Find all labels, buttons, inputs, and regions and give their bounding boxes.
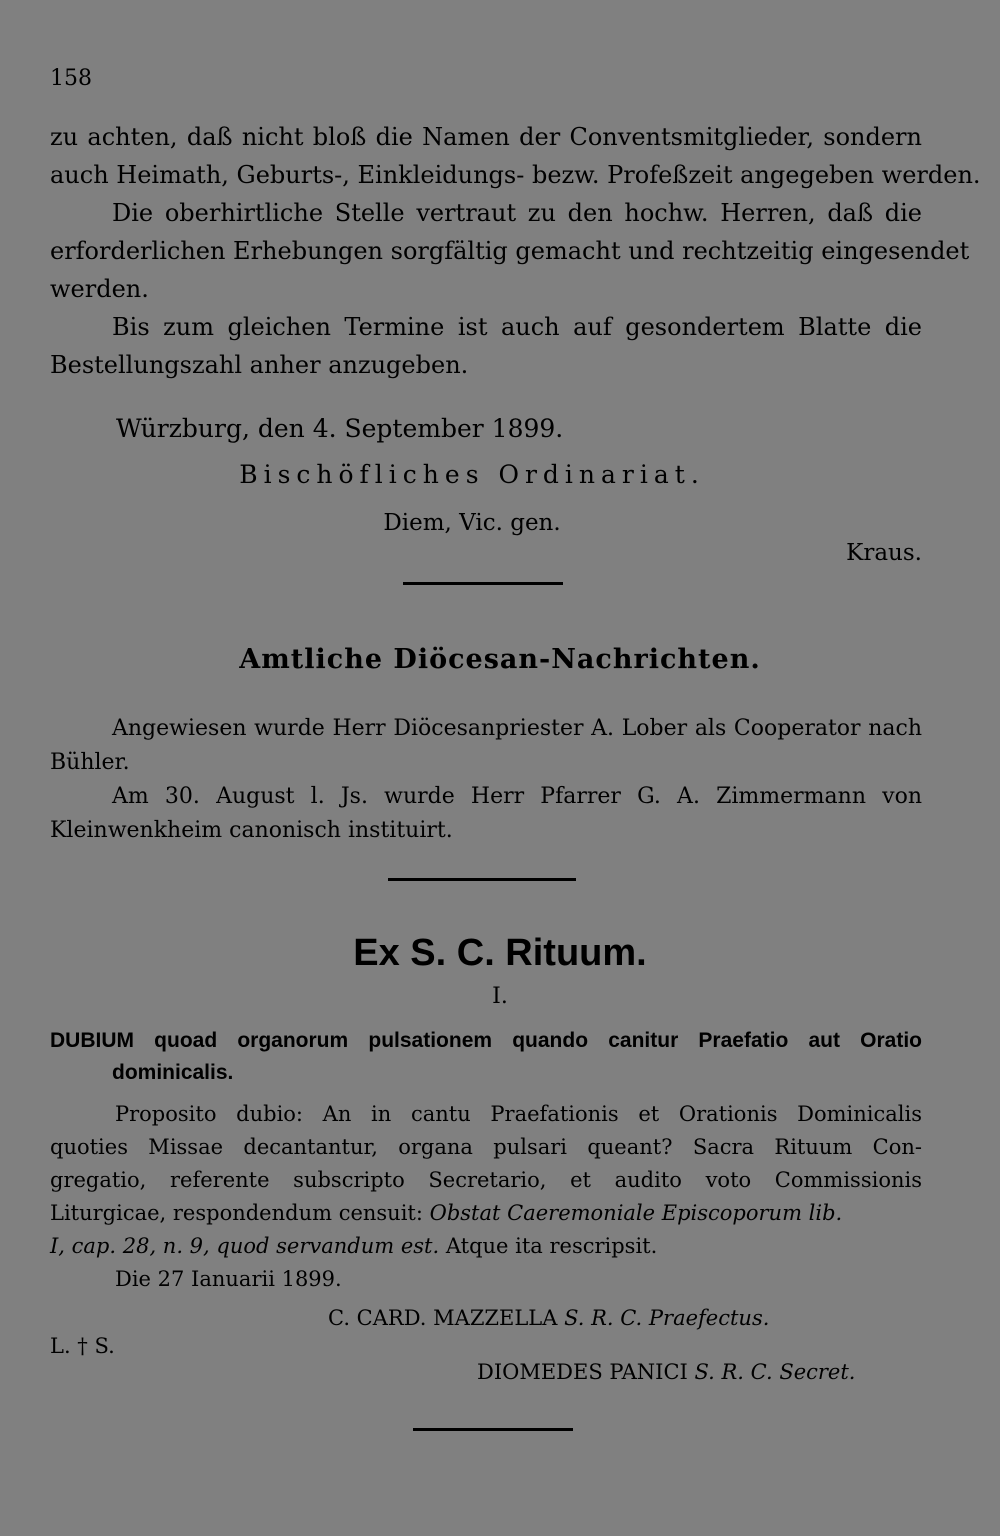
news-line: Am 30. August l. Js. wurde Herr Pfarrer G. A. Zimmermann von [112, 784, 922, 809]
latin-line: quoties Missae decantantur, organa pulsari queant? Sacra Rituum Con- [50, 1135, 922, 1159]
news-line: Bühler. [50, 750, 130, 775]
seal-mark: L. † S. [50, 1334, 115, 1358]
page-number: 158 [50, 66, 92, 91]
latin-line-text: Liturgicae, respondendum censuit: [50, 1201, 423, 1225]
text-line: Bestellungszahl anher anzugeben. [50, 351, 469, 379]
latin-date: Die 27 Ianuarii 1899. [115, 1267, 342, 1291]
news-line: Kleinwenkheim canonisch instituirt. [50, 818, 453, 843]
text-line: Die oberhirtliche Stelle vertraut zu den hochw. Herren, daß die [112, 199, 922, 227]
latin-line [50, 1197, 842, 1230]
signer-left: Diem, Vic. gen. [383, 510, 561, 536]
news-line: Angewiesen wurde Herr Diöcesanpriester A. Lober als Cooperator nach [112, 716, 922, 741]
secretary-name: DIOMEDES PANICI [477, 1360, 688, 1384]
dubium-line: dominicalis. [112, 1061, 234, 1084]
text-line: auch Heimath, Geburts-, Einkleidungs- bezw. Profeßzeit angegeben werden. [50, 161, 981, 189]
dubium-line: DUBIUM quoad organorum pulsationem quando canitur Praefatio aut Oratio [50, 1029, 922, 1052]
divider [388, 878, 576, 881]
text-line: werden. [50, 275, 149, 303]
signature-cardinal [328, 1302, 769, 1335]
latin-roman-numeral: I. [492, 984, 508, 1009]
section-title: Amtliche Diöcesan-Nachrichten. [239, 644, 761, 675]
latin-line: gregatio, referente subscripto Secretario, et audito voto Commissionis [50, 1168, 922, 1192]
latin-line-text: Atque ita rescripsit. [445, 1234, 658, 1258]
cardinal-title: S. R. C. Praefectus. [564, 1306, 770, 1330]
text-line: erforderlichen Erhebungen sorgfältig gemacht und rechtzeitig eingesendet [50, 237, 970, 265]
latin-line: Proposito dubio: An in cantu Praefationis et Orationis Dominicalis [115, 1102, 922, 1126]
latin-italic: I, cap. 28, n. 9, quod servandum est. [50, 1234, 440, 1258]
secretary-title: S. R. C. Secret. [694, 1360, 856, 1384]
text-line: zu achten, daß nicht bloß die Namen der Conventsmitglieder, sondern [50, 123, 922, 151]
date-line: Würzburg, den 4. September 1899. [116, 414, 564, 443]
divider [413, 1428, 573, 1431]
divider [403, 582, 563, 585]
text-line: Bis zum gleichen Termine ist auch auf gesondertem Blatte die [112, 313, 922, 341]
latin-italic: Obstat Caeremoniale Episcoporum lib. [429, 1201, 843, 1225]
office-name: Bischöfliches Ordinariat. [239, 460, 705, 489]
signer-right: Kraus. [846, 540, 922, 566]
latin-line [50, 1230, 657, 1263]
latin-heading: Ex S. C. Rituum. [353, 932, 647, 974]
cardinal-name: C. CARD. MAZZELLA [328, 1306, 558, 1330]
signature-secretary [477, 1356, 855, 1389]
